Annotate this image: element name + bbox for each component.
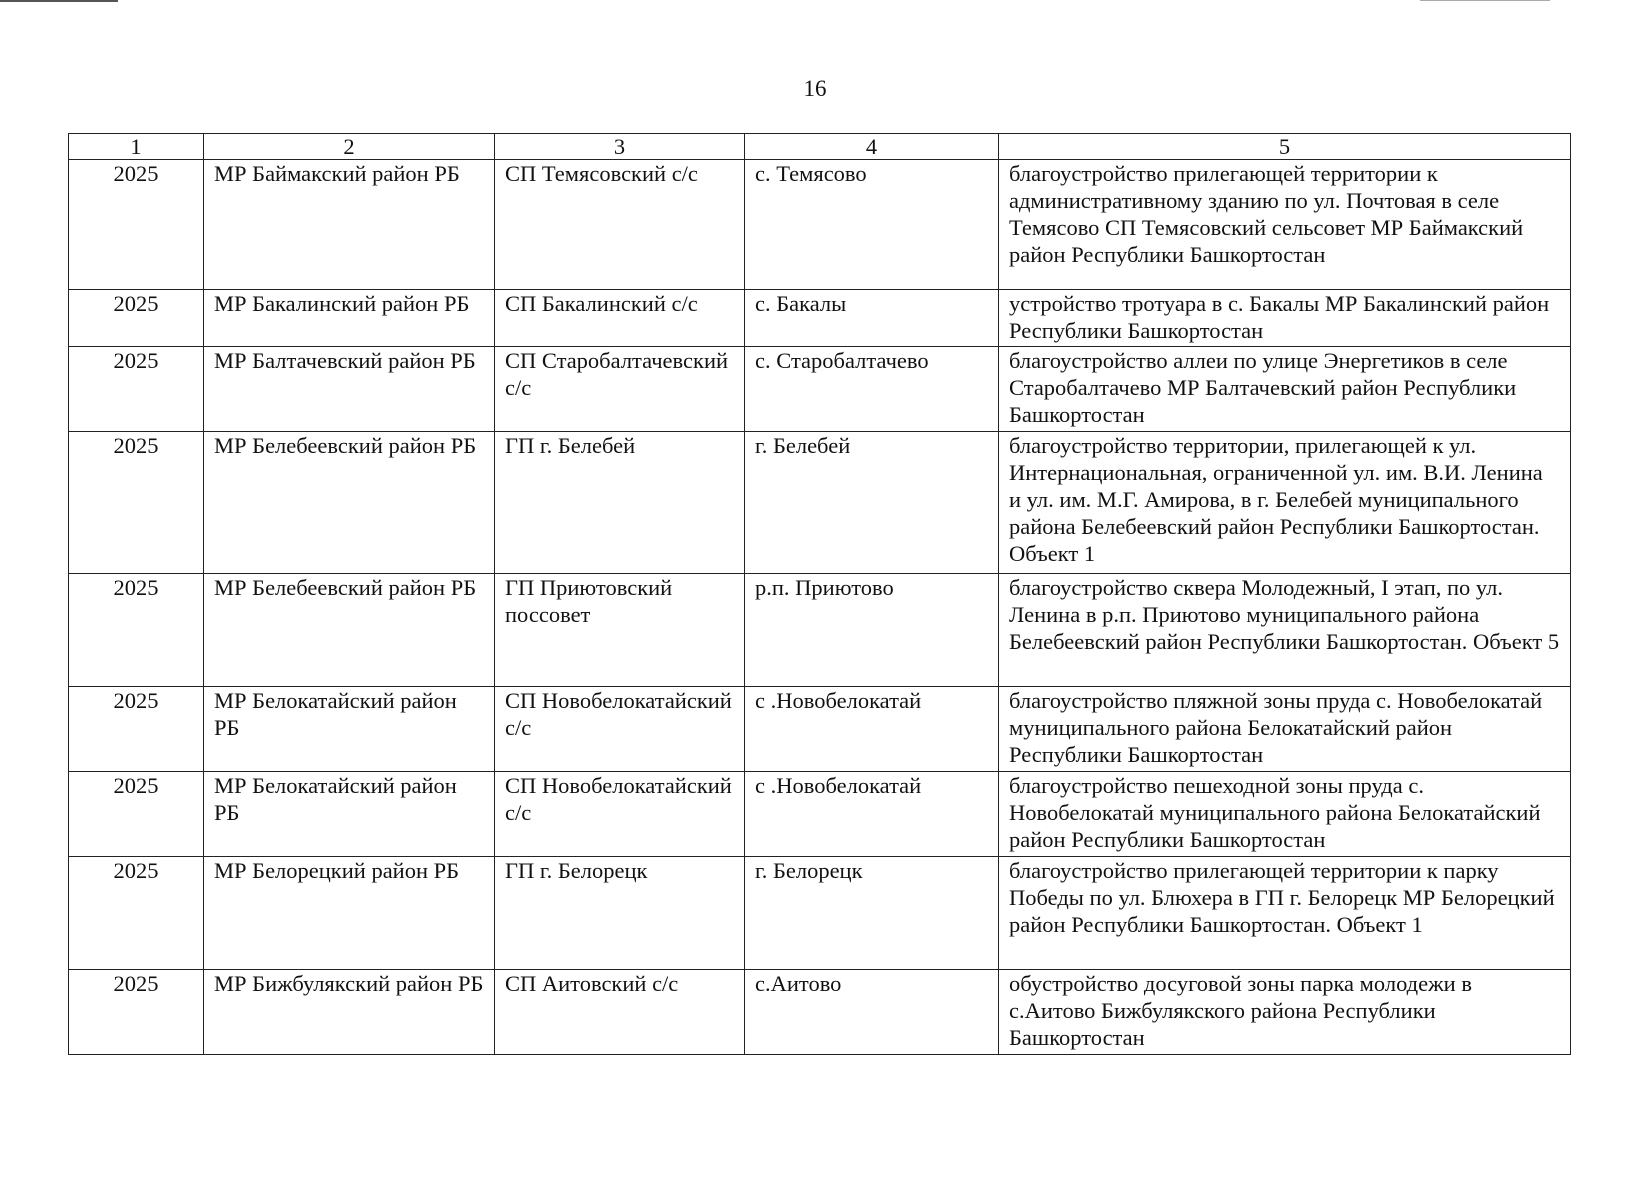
settlement-cell: СП Новобелокатайский с/с bbox=[495, 772, 745, 857]
table-row bbox=[69, 970, 1571, 1055]
description-cell: благоустройство аллеи по улице Энергетиков в селе Старобалтачево МР Балтачевский район Республики Башкортостан bbox=[999, 347, 1571, 432]
column-header: 3 bbox=[495, 134, 745, 160]
locality-cell: с .Новобелокатай bbox=[745, 772, 999, 857]
settlement-cell: ГП г. Белебей bbox=[495, 432, 745, 574]
year-cell: 2025 bbox=[69, 347, 204, 432]
settlement-cell: СП Старобалтачевский с/с bbox=[495, 347, 745, 432]
column-header: 5 bbox=[999, 134, 1571, 160]
table-row bbox=[69, 160, 1571, 290]
settlement-cell: СП Новобелокатайский с/с bbox=[495, 687, 745, 772]
scan-edge-mark bbox=[0, 0, 118, 2]
table-header-row bbox=[69, 134, 1571, 160]
data-table bbox=[68, 133, 1571, 1055]
description-cell: благоустройство пляжной зоны пруда с. Новобелокатай муниципального района Белокатайский район Республики Башкортостан bbox=[999, 687, 1571, 772]
district-cell: МР Белебеевский район РБ bbox=[204, 432, 495, 574]
district-cell: МР Бижбулякский район РБ bbox=[204, 970, 495, 1055]
description-cell: благоустройство территории, прилегающей к ул. Интернациональная, ограниченной ул. им. В.И. Ленина и ул. им. М.Г. Амирова, в г. Белебей муниципального района Белебеевский район Республики Башкортостан. Объект 1 bbox=[999, 432, 1571, 574]
locality-cell: с.Аитово bbox=[745, 970, 999, 1055]
settlement-cell: ГП Приютовский поссовет bbox=[495, 574, 745, 687]
page-number: 16 bbox=[803, 76, 827, 101]
year-cell: 2025 bbox=[69, 687, 204, 772]
table-row bbox=[69, 574, 1571, 687]
year-cell: 2025 bbox=[69, 290, 204, 347]
locality-cell: с .Новобелокатай bbox=[745, 687, 999, 772]
settlement-cell: СП Аитовский с/с bbox=[495, 970, 745, 1055]
year-cell: 2025 bbox=[69, 574, 204, 687]
table-row bbox=[69, 432, 1571, 574]
settlement-cell: ГП г. Белорецк bbox=[495, 857, 745, 970]
year-cell: 2025 bbox=[69, 772, 204, 857]
column-header: 2 bbox=[204, 134, 495, 160]
district-cell: МР Белебеевский район РБ bbox=[204, 574, 495, 687]
year-cell: 2025 bbox=[69, 432, 204, 574]
settlement-cell: СП Бакалинский с/с bbox=[495, 290, 745, 347]
scan-edge-mark bbox=[1420, 0, 1550, 1]
description-cell: устройство тротуара в с. Бакалы МР Бакалинский район Республики Башкортостан bbox=[999, 290, 1571, 347]
locality-cell: с. Старобалтачево bbox=[745, 347, 999, 432]
table-row bbox=[69, 772, 1571, 857]
column-header: 1 bbox=[69, 134, 204, 160]
table-row bbox=[69, 347, 1571, 432]
district-cell: МР Бакалинский район РБ bbox=[204, 290, 495, 347]
district-cell: МР Белокатайский район РБ bbox=[204, 772, 495, 857]
locality-cell: г. Белебей bbox=[745, 432, 999, 574]
district-cell: МР Белокатайский район РБ bbox=[204, 687, 495, 772]
locality-cell: с. Бакалы bbox=[745, 290, 999, 347]
table-row bbox=[69, 290, 1571, 347]
description-cell: благоустройство прилегающей территории к парку Победы по ул. Блюхера в ГП г. Белорецк МР Белорецкий район Республики Башкортостан. Объект 1 bbox=[999, 857, 1571, 970]
year-cell: 2025 bbox=[69, 970, 204, 1055]
district-cell: МР Белорецкий район РБ bbox=[204, 857, 495, 970]
year-cell: 2025 bbox=[69, 857, 204, 970]
year-cell: 2025 bbox=[69, 160, 204, 290]
district-cell: МР Баймакский район РБ bbox=[204, 160, 495, 290]
description-cell: благоустройство прилегающей территории к административному зданию по ул. Почтовая в селе Темясово СП Темясовский сельсовет МР Баймакский район Республики Башкортостан bbox=[999, 160, 1571, 290]
district-cell: МР Балтачевский район РБ bbox=[204, 347, 495, 432]
locality-cell: с. Темясово bbox=[745, 160, 999, 290]
locality-cell: р.п. Приютово bbox=[745, 574, 999, 687]
column-header: 4 bbox=[745, 134, 999, 160]
description-cell: обустройство досуговой зоны парка молодежи в с.Аитово Бижбулякского района Республики Башкортостан bbox=[999, 970, 1571, 1055]
table-row bbox=[69, 687, 1571, 772]
locality-cell: г. Белорецк bbox=[745, 857, 999, 970]
settlement-cell: СП Темясовский с/с bbox=[495, 160, 745, 290]
description-cell: благоустройство пешеходной зоны пруда с. Новобелокатай муниципального района Белокатайский район Республики Башкортостан bbox=[999, 772, 1571, 857]
table-row bbox=[69, 857, 1571, 970]
description-cell: благоустройство сквера Молодежный, I этап, по ул. Ленина в р.п. Приютово муниципального района Белебеевский район Республики Башкортостан. Объект 5 bbox=[999, 574, 1571, 687]
